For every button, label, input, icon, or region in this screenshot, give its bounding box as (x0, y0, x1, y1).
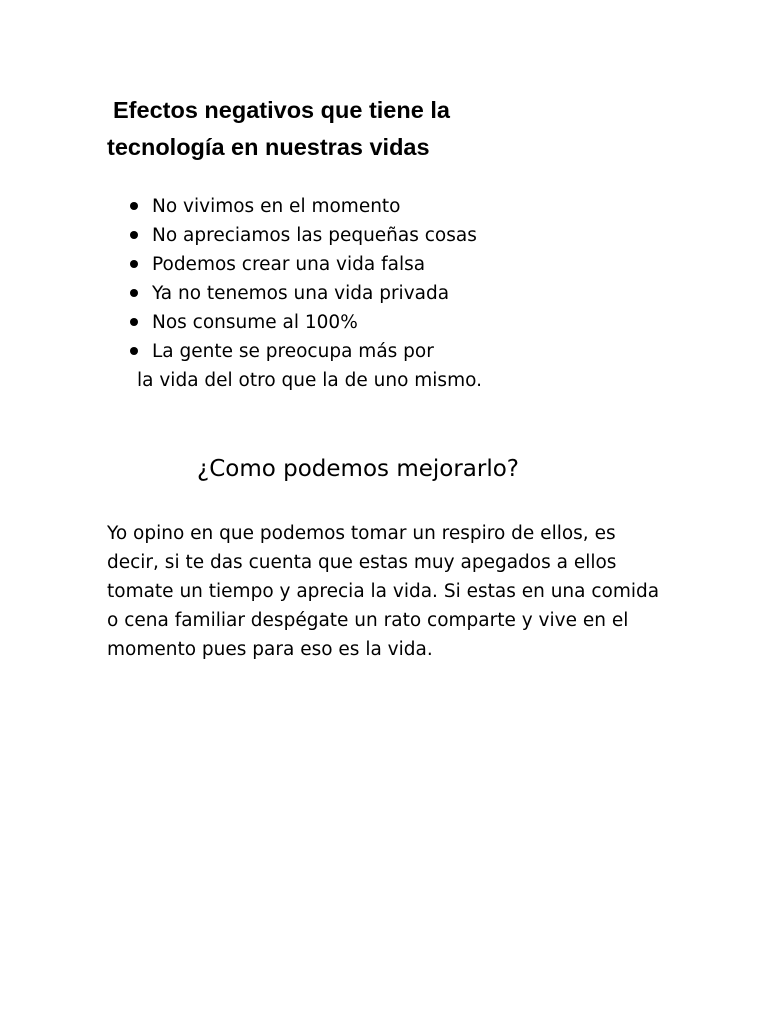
bullet-icon (130, 289, 138, 297)
list-item-text: No apreciamos las pequeñas cosas (152, 225, 477, 246)
bullet-icon (130, 318, 138, 326)
paragraph-line: Yo opino en que podemos tomar un respiro de ellos, es (107, 523, 616, 544)
bullet-icon (130, 202, 138, 210)
paragraph-line: momento pues para eso es la vida. (107, 639, 433, 660)
list-item-continuation: la vida del otro que la de uno mismo. (137, 370, 482, 391)
list-item (127, 250, 482, 279)
list-item-text: Podemos crear una vida falsa (152, 254, 426, 275)
body-paragraph (107, 519, 667, 664)
paragraph-line: o cena familiar despégate un rato comparte y vive en el (107, 610, 629, 631)
bullet-icon (130, 231, 138, 239)
list-item-text: Ya no tenemos una vida privada (152, 283, 450, 304)
list-item-text: La gente se preocupa más por (152, 341, 434, 362)
list-item (127, 221, 482, 250)
section-heading: ¿Como podemos mejorarlo? (197, 456, 520, 482)
list-item (127, 192, 482, 221)
title-line: tecnología en nuestras vidas (107, 134, 430, 160)
list-item-text: Nos consume al 100% (152, 312, 358, 333)
list-item (127, 337, 482, 395)
list-item (127, 308, 482, 337)
paragraph-line: decir, si te das cuenta que estas muy apegados a ellos (107, 552, 617, 573)
negative-effects-list (127, 192, 482, 395)
list-item (127, 279, 482, 308)
bullet-icon (130, 260, 138, 268)
bullet-icon (130, 347, 138, 355)
paragraph-line: tomate un tiempo y aprecia la vida. Si estas en una comida (107, 581, 660, 602)
list-item-text: No vivimos en el momento (152, 196, 401, 217)
document-title (107, 92, 707, 166)
title-line: Efectos negativos que tiene la (113, 97, 450, 123)
